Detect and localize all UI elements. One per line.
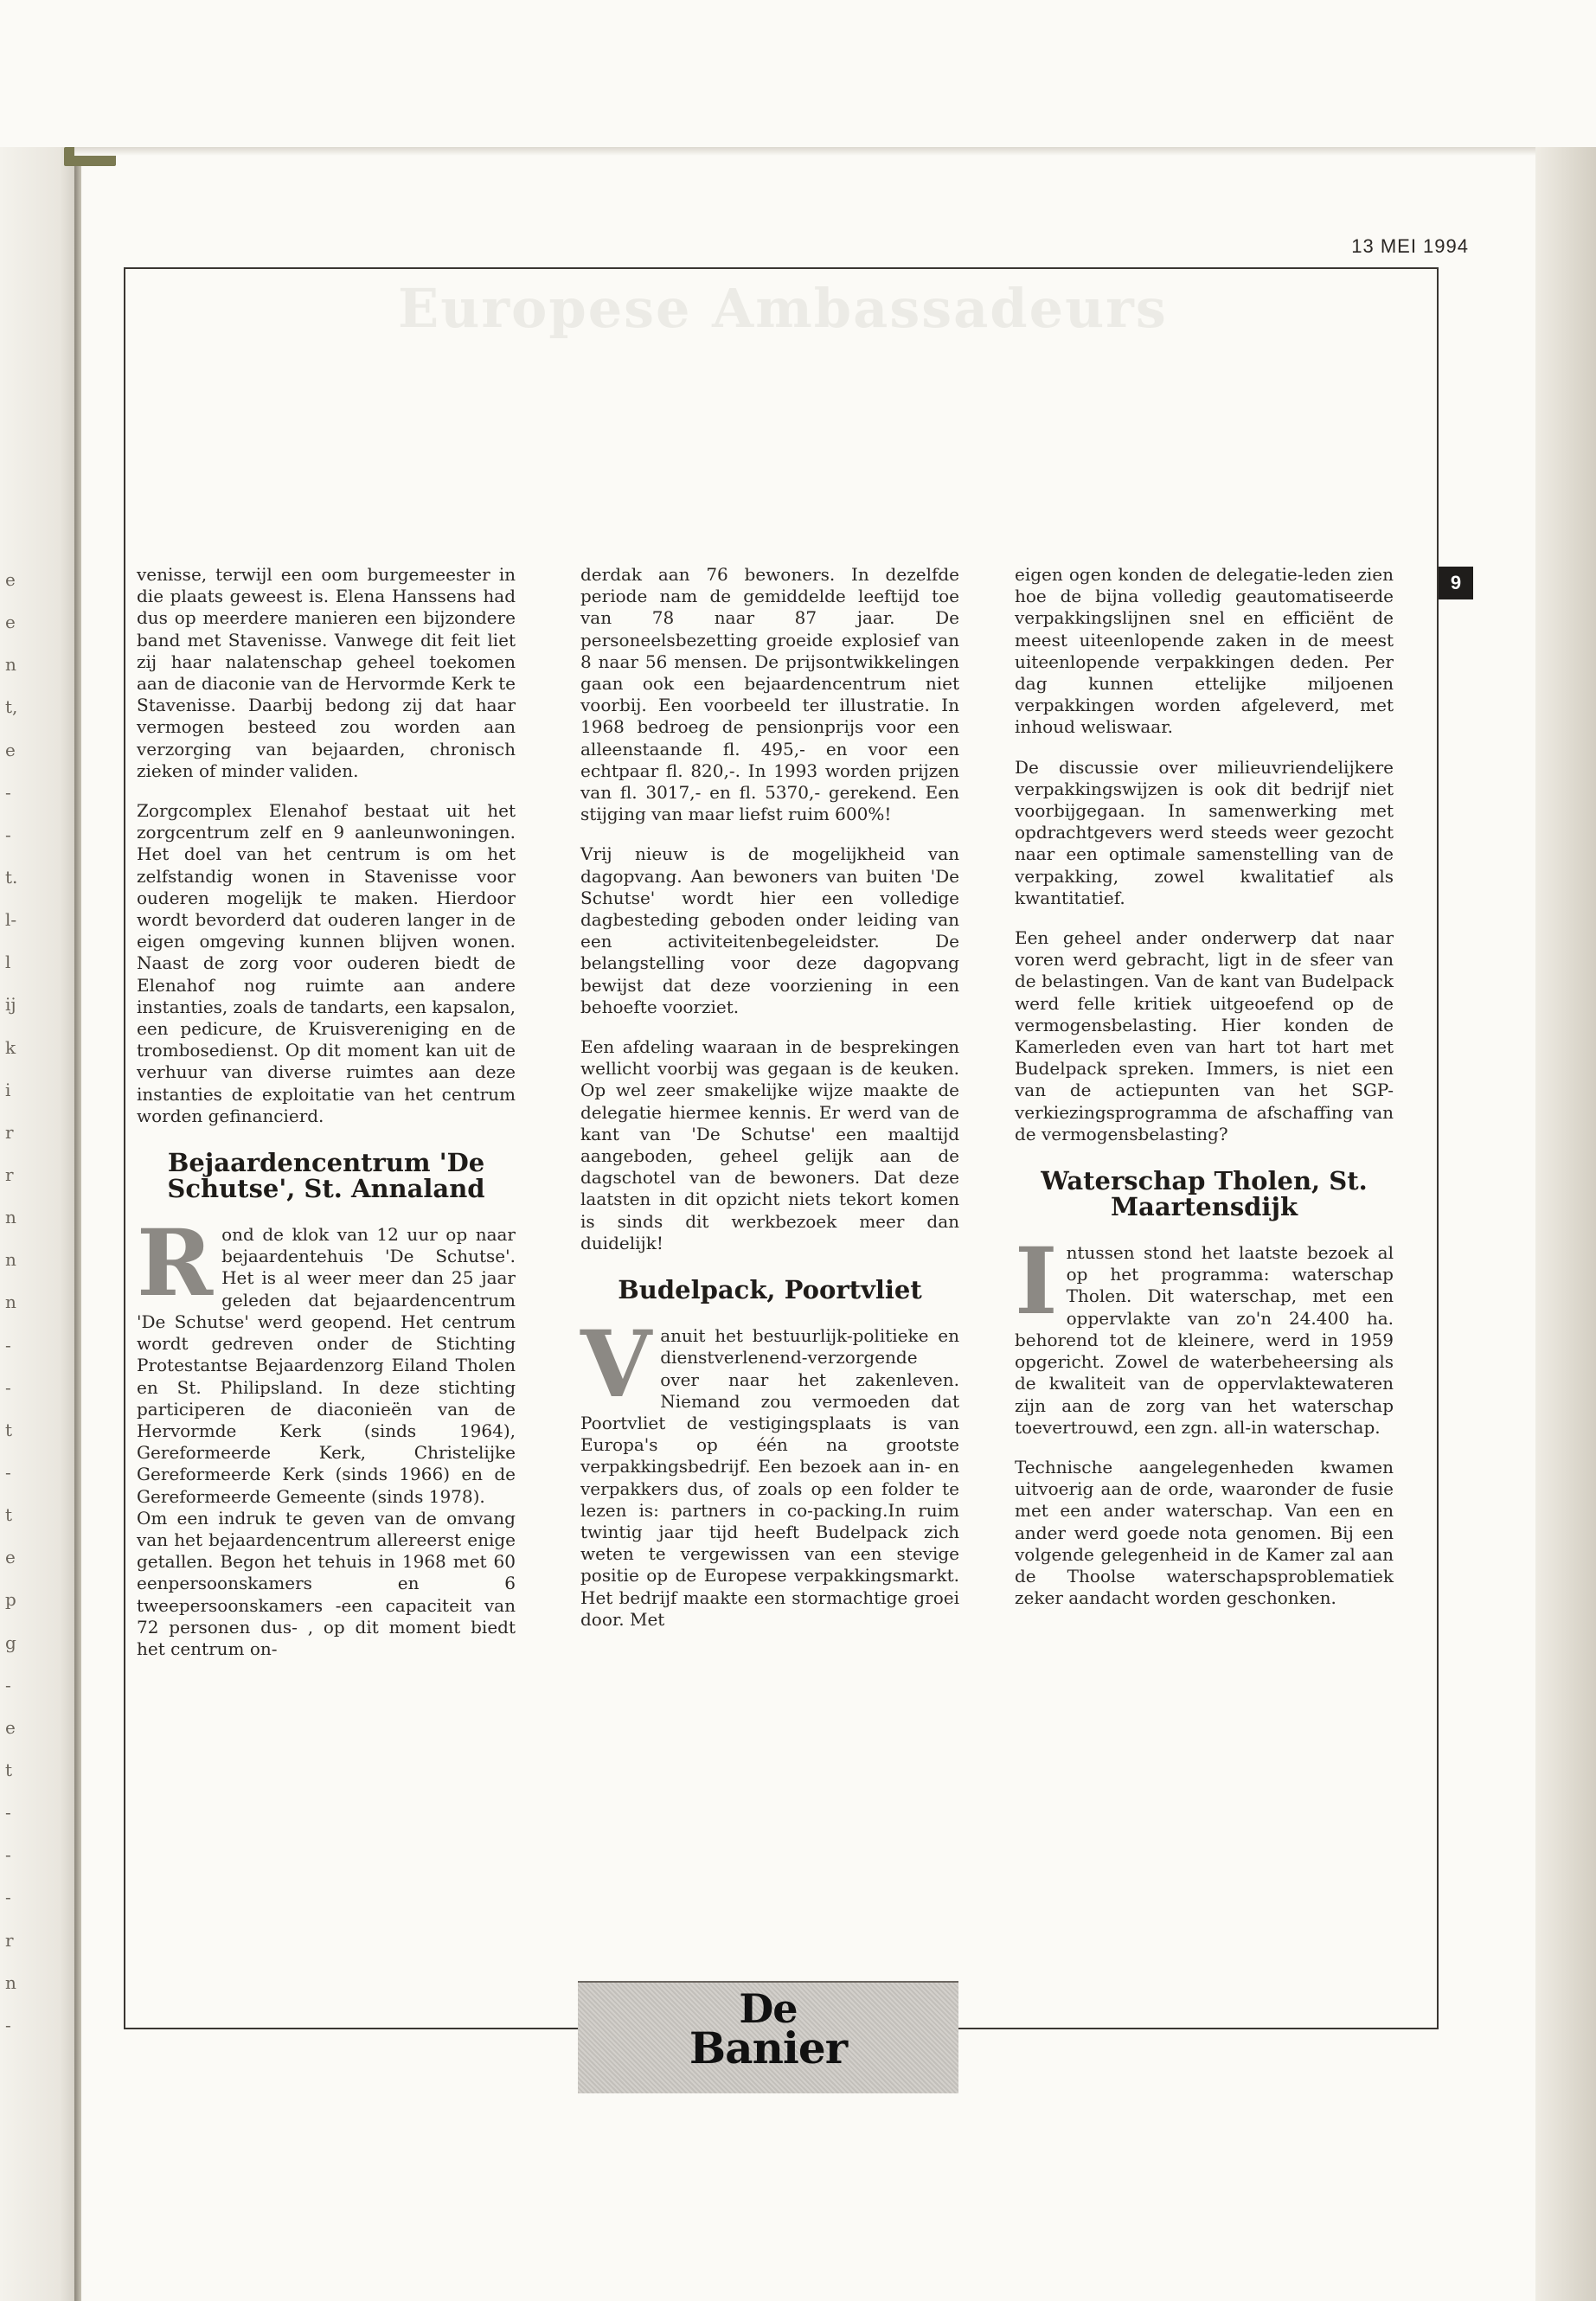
margin-char: e [5,1547,16,1567]
column-1 [137,564,516,1678]
margin-char: t [5,1504,13,1525]
margin-char: n [5,1972,16,1993]
drop-cap: I [1015,1227,1058,1336]
margin-char: - [5,2015,11,2035]
margin-char: r [5,1930,14,1951]
paragraph: venisse, terwijl een oom burgemeester in die plaats geweest is. Elena Hanssens had dus op meerdere manieren een bijzondere band met Stavenisse. Vanwege dit feit liet zij haar nalatenschap geheel toekomen aan de diaconie van de Hervormde Kerk te Stavenisse. Daarbij bedong zij dat haar vermogen besteed zou worden aan verzorging van bejaarden, chronisch zieken of minder validen. [137,564,516,781]
margin-char: - [5,1675,11,1695]
margin-char: ij [5,994,16,1015]
paragraph: De discussie over milieuvriendelijkere verpakkingswijzen is ook dit bedrijf niet voorbijgegaan. In samenwerking met opdrachtgevers werd steeds weer gezocht naar een optimale samenstelling van de verpakking, zowel kwalitatief als kwantitatief. [1015,756,1394,908]
de-banier-logo [578,1981,958,2093]
bleed-through-text: Europese Ambassadeurs [398,277,1168,340]
paragraph-text: anuit het bestuurlijk-politieke en dienstverlenend-verzorgende over naar het zakenleven. Niemand zou vermoeden dat Poortvliet de vestigingsplaats is van Europa's op één na grootste verpakkingsbedrijf. Een bezoek aan in- en verpakkers dus, of zoals op een folder te lezen is: partners in co-packing.In ruim twintig jaar tijd heeft Budelpack zich weten te vergewissen van een stevige positie op de Europese verpakkingsmarkt. Het bedrijf maakte een stormachtige groei door. Met [580,1325,959,1630]
binding-line [74,147,81,2301]
margin-char: n [5,654,16,675]
right-page-edge [1535,147,1596,2301]
paragraph-text: ntussen stond het laatste bezoek al op het programma: waterschap Tholen. Dit waterschap, met een oppervlakte van zo'n 24.400 ha. behorend tot de kleinere, werd in 1959 opgericht. Zowel de waterbeheersing als de kwaliteit van de oppervlaktewateren zijn aan de zorg van het waterschap toevertrouwd, een zgn. all-in waterschap. [1015,1242,1394,1438]
paragraph: derdak aan 76 bewoners. In dezelfde periode nam de gemiddelde leeftijd toe van 78 naar 87 jaar. De personeelsbezetting groeide explosief van 8 naar 56 mensen. De prijsontwikkelingen gaan ook een bejaardencentrum niet voorbij. Een voorbeeld ter illustratie. In 1968 bedroeg de pensionprijs voor een alleenstaande fl. 495,- en voor een echtpaar fl. 820,-. In 1993 worden prijzen van fl. 3017,- en fl. 5370,- gerekend. Een stijging van maar liefst ruim 600%! [580,564,959,825]
margin-char: - [5,1462,11,1483]
margin-char: - [5,1377,11,1398]
margin-char: i [5,1080,11,1100]
column-2 [580,564,959,1649]
margin-char: e [5,740,16,760]
margin-char: n [5,1207,16,1227]
logo-line-2: Banier [689,2022,848,2073]
paragraph: Zorgcomplex Elenahof bestaat uit het zorgcentrum zelf en 9 aanleunwoningen. Het doel van het centrum is om het zelfstandig wonen in Stavenisse voor ouderen mogelijk te maken. Hierdoor wordt bevorderd dat ouderen langer in de eigen omgeving kunnen blijven wonen. Naast de zorg voor ouderen biedt de Elenahof nog ruimte aan andere instanties, zoals de tandarts, een kapsalon, een pedicure, de Kruisvereniging en de trombosedienst. Op dit moment kan uit de verhuur van diverse ruimtes aan deze instanties de exploitatie van het centrum worden gefinancierd. [137,800,516,1126]
logo-text [578,1985,958,2073]
margin-char: e [5,569,16,590]
paragraph: Technische aangelegenheden kwamen uitvoerig aan de orde, waaronder de fusie met een ander waterschap. Van een en ander werd goede nota genomen. Bij een volgende gelegenheid in de Kamer zal aan de Thoolse waterschapsproblematiek zeker aandacht worden geschonken. [1015,1456,1394,1609]
margin-char: t. [5,867,18,888]
margin-char: e [5,612,16,632]
paragraph: eigen ogen konden de delegatie-leden zien hoe de bijna volledig geautomatiseerde verpakkingslijnen snel en efficiënt de meest uiteenlopende zaken in de meest uiteenlopende verpakkingen deden. Per dag kunnen ettelijke miljoenen verpakkingen worden afgeleverd, met inhoud weliswaar. [1015,564,1394,738]
paragraph: Om een indruk te geven van de omvang van het bejaardencentrum allereerst enige getallen. Begon het tehuis in 1968 met 60 eenpersoonskamers en 6 tweepersoonskamers -een capaciteit van 72 personen dus- , op dit moment biedt het centrum on- [137,1507,516,1659]
margin-char: t [5,1759,13,1780]
paragraph-with-dropcap [137,1208,516,1508]
margin-char: r [5,1122,14,1143]
margin-char: n [5,1292,16,1312]
column-3 [1015,564,1394,1627]
paragraph: Vrij nieuw is de mogelijkheid van dagopvang. Aan bewoners van buiten 'De Schutse' wordt hier een volledige dagbesteding geboden onder leiding van een activiteitenbegeleidster. De belangstelling voor deze dagopvang bewijst dat deze voorziening in een behoefte voorziet. [580,843,959,1017]
margin-char: g [5,1632,16,1653]
drop-cap: V [580,1310,652,1419]
margin-char: r [5,1164,14,1185]
margin-char: l- [5,909,17,930]
margin-char: p [5,1589,16,1610]
margin-char: - [5,1335,11,1356]
page-number: 9 [1439,567,1473,599]
section-heading: Waterschap Tholen, St. Maartensdijk [1041,1166,1368,1222]
top-shadow [74,147,1535,156]
issue-date: 13 MEI 1994 [1351,235,1469,257]
margin-char: - [5,824,11,845]
margin-char: - [5,1844,11,1865]
margin-char: t, [5,696,18,717]
drop-cap: R [137,1208,214,1317]
margin-char: - [5,782,11,803]
margin-char: t [5,1420,13,1440]
logo-line-1: De [739,1985,798,2032]
margin-char: - [5,1802,11,1823]
margin-char: e [5,1717,16,1738]
margin-char: k [5,1037,16,1058]
paragraph: Een geheel ander onderwerp dat naar voren werd gebracht, ligt in de sfeer van de belastingen. Van de kant van Budelpack werd felle kritiek uitgeoefend op de vermogensbelasting. Hier konden de Kamerleden even van hart tot hart met Budelpack spreken. Immers, is niet een van de actiepunten van het SGP-verkiezingsprogramma de afschaffing van de vermogensbelasting? [1015,927,1394,1144]
section-heading: Budelpack, Poortvliet [618,1275,922,1305]
paragraph: Een afdeling waaraan in de besprekingen wellicht voorbij was gegaan is de keuken. Op wel zeer smakelijke wijze maakte de delegatie hiermee kennis. Er werd van de kant van 'De Schutse' een maaltijd aangeboden, geheel gelijk aan de dagschotel van de bewoners. Dat deze laatsten in dit opzicht niets tekort komen is sinds dit werkbezoek meer dan duidelijk! [580,1036,959,1253]
section-heading: Bejaardencentrum 'De Schutse', St. Annaland [167,1148,485,1204]
margin-char: n [5,1249,16,1270]
paragraph-text: ond de klok van 12 uur op naar bejaardentehuis 'De Schutse'. Het is al weer meer dan 25 jaar geleden dat bejaardencentrum 'De Schutse' werd geopend. Het centrum wordt gedreven onder de Stichting Protestantse Bejaardenzorg Eiland Tholen en St. Philipsland. In deze stichting participeren de diaconieën van de Hervormde Kerk (sinds 1964), Gereformeerde Kerk, Christelijke Gereformeerde Kerk (sinds 1966) en de Gereformeerde Gemeente (sinds 1978). [137,1224,516,1507]
margin-char: - [5,1887,11,1907]
margin-char: l [5,952,11,972]
paragraph-with-dropcap [1015,1227,1394,1439]
paragraph-with-dropcap [580,1310,959,1631]
